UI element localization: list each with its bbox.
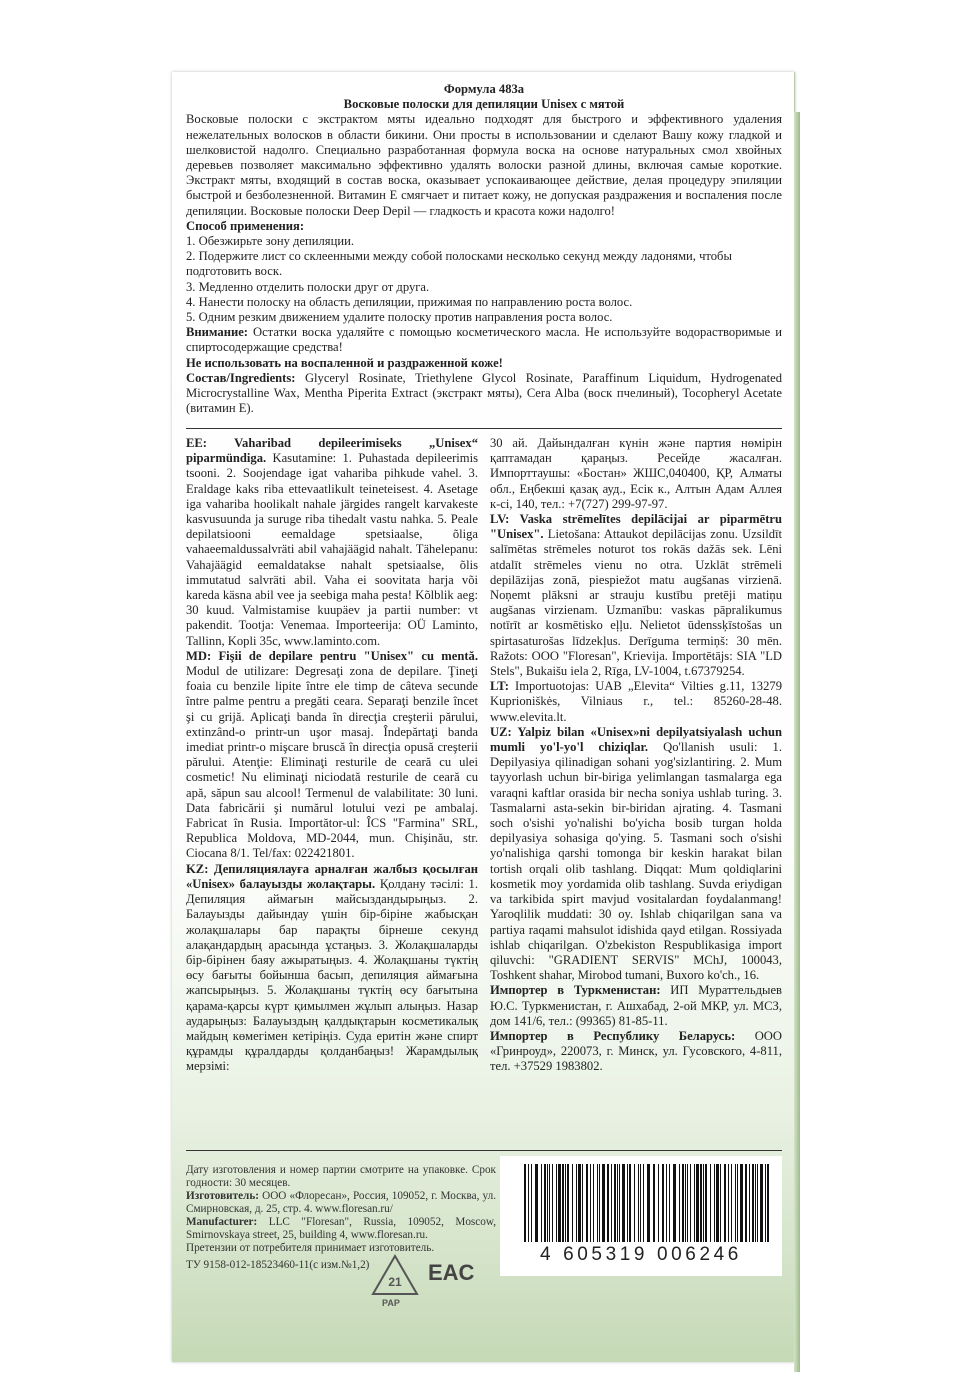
ingredients-text: Glyceryl Rosinate, Triethylene Glycol Rosinate, Paraffinum Liquidum, Hydrogenated Microcrystalline Wax, Mentha Piperita Extract (экстракт мяты), Cera Alba (воск пчелиный), Tocopheryl Acetate (витамин Е). <box>186 370 782 416</box>
barcode-bar <box>541 1164 542 1242</box>
barcode-bar <box>562 1164 564 1242</box>
maker-text: ООО «Флоресан», Россия, 109052, г. Москва, ул. Смирновская, д. 25, стр. 4. www.floresan.ru/ <box>186 1190 496 1215</box>
barcode-bar <box>528 1164 529 1242</box>
product-package-back <box>172 72 795 1362</box>
barcode-bar <box>685 1164 686 1242</box>
lt-block <box>490 679 782 725</box>
barcode-bar <box>544 1164 546 1242</box>
barcode-bar <box>714 1164 715 1242</box>
barcode-bar <box>666 1164 667 1242</box>
production-note: Дату изготовления и номер партии смотрите на упаковке. Срок годности: 30 месяцев. <box>186 1164 496 1189</box>
barcode-bar <box>643 1164 644 1242</box>
ingredients-paragraph <box>186 371 782 417</box>
barcode-bar <box>687 1164 688 1242</box>
recycle-code: 21 <box>388 1275 402 1289</box>
barcode-bar <box>586 1164 588 1242</box>
usage-step: 1. Обезжирьте зону депиляции. <box>186 234 354 249</box>
ee-text: Kasutamine: 1. Puhastada depileerimis tsooni. 2. Soojendage igat vahariba pihkude vahel. 3. Eraldage kaks riba ettevaatlikult teineteisest. 4. Asetage iga vahariba hoolikalt nahale järgides rangelt karvakeste kasvusuunda ja suruge riba tihedalt vastu nahka. 5. Peale depilatsiooni eemaldage spetsiaalse, õliga vahaeemaldussalvräti abil vahajäägid nahalt. Tähelepanu: Vahajäägid eemaldatakse nahalt spetsiaalse, õlis immutatud salvräti abil. Vaha ei soovitata harja või kareda käsna abil vee ja seebiga maha pesta! Kõlblik aeg: 30 kuud. Valmistamise kuupäev ja partii number: vt pakendit. Tootja: Venemaa. Importeerija: OÜ Laminto, Tallinn, Kopli 35c, www.laminto.com. <box>186 451 478 648</box>
barcode-bar <box>716 1164 719 1242</box>
usage-step: 3. Медленно отделить полоски друг от друга. <box>186 279 430 294</box>
barcode-bar <box>690 1164 691 1242</box>
uz-text: Qo'llanish usuli: 1. Depilyasiya qilinadigan sohani yog'sizlantiring. 2. Mum tayyorlash uchun bir-biriga yelimlangan tasmalarga ega varaqni kaftlar orasida bir necha soniya ushlab turing. 3. Tasmalarni asta-sekin bir-biridan ajrating. 4. Tasmani soch o'sishi yo'nalishi bo'yicha bosib turgan holda depilyasiya sohasiga qo'ying. 5. Tasmani soch o'sishi yo'nalishiga qarshi tomonga bir keskin harakat bilan tortish orqali olib tashlang. Diqqat: Mum qoldiqlarini kosmetik moy yordamida olib tashlang. Suvda eriydigan va tarkibida spirt mavjud vositalardan foydalanmang! Yaroqlilik muddati: 30 oy. Ishlab chiqarilgan sana va partiya raqami mahsulot idishida qayd etilgan. Rossiyada ishlab chiqarilgan. O'zbekiston Respublikasiga import qiluvchi: "GRADIENT SERVIS" MChJ, 100043, Toshkent shahar, Mirobod tumani, Buxoro ko'ch., 16. <box>490 740 782 983</box>
warning-paragraph <box>186 325 782 355</box>
barcode-bar <box>767 1164 769 1242</box>
lt-text: Importuotojas: UAB „Elevita“ Vilties g.11, 13279 Kuprioniškės, Vilniaus r., tel.: 85260-28-48. www.elevita.lt. <box>490 679 782 724</box>
barcode-bar <box>607 1164 609 1242</box>
barcode-bar <box>728 1164 729 1242</box>
footer-divider <box>186 1150 782 1151</box>
tu-code: ТУ 9158-012-18523460-11(с изм.№1,2) <box>186 1259 370 1271</box>
barcode-bar <box>627 1164 628 1242</box>
barcode-bar <box>740 1164 743 1242</box>
usage-step: 5. Одним резким движением удалите полоску против направления роста волос. <box>186 310 613 325</box>
barcode-bar <box>629 1164 631 1242</box>
md-block <box>186 649 478 862</box>
barcode-bar <box>710 1164 711 1242</box>
recycle-label: PAP <box>382 1298 400 1308</box>
barcode-bar <box>696 1164 699 1242</box>
barcode-bar <box>662 1164 664 1242</box>
barcode-bar <box>679 1164 680 1242</box>
recycle-icon <box>370 1254 420 1298</box>
by-block <box>490 1029 782 1075</box>
barcode-bar <box>731 1164 732 1242</box>
barcode-bar <box>602 1164 605 1242</box>
section-divider <box>186 428 782 429</box>
ee-block <box>186 436 478 649</box>
ee-label: EE: Vaharibad depileerimiseks „Unisex“ piparmündiga. <box>186 436 478 466</box>
usage-heading: Способ применения: <box>186 218 305 233</box>
kz-text: Қолдану тәсілі: 1. Депиляция аймағын майсыздандырыңыз. 2. Балауызды дайындау үшін бір-біріне жабысқан жолақшалары бар парақты бірнеше секунд алақандардың арасында ұстаңыз. 3. Жолақшаларды бір-бірінен баяу ажыратыңыз. 4. Жолақшаны түктің өсу бағыты бойынша басып, депиляция аймағына жапсырыңыз. 5. Жолақшаны түктің өсу бағытына қарама-қарсы күрт қимылмен жұлып алыңыз. Назар аударыңыз: Балауыздың қалдықтарын косметикалық майдың көмегімен кетіріңіз. Суда еритін және спирт құрамды құралдарды қолданбаңыз! Жарамдылық мерзімі: <box>186 876 478 1074</box>
barcode-bar <box>614 1164 616 1242</box>
barcode-bar <box>673 1164 676 1242</box>
uz-block <box>490 725 782 983</box>
barcode-bar <box>611 1164 612 1242</box>
usage-step: 4. Нанести полоску на область депиляции, прижимая по направлению роста волос. <box>186 294 633 309</box>
left-column <box>186 436 478 1075</box>
barcode-bar <box>590 1164 591 1242</box>
bold-warning: Не использовать на воспаленной и раздраженной коже! <box>186 355 503 370</box>
package-edge <box>794 112 800 1372</box>
barcode-bar <box>720 1164 721 1242</box>
barcode-bar <box>737 1164 738 1242</box>
barcode-bar <box>765 1164 766 1242</box>
barcode-bar <box>617 1164 618 1242</box>
maker-line <box>186 1190 496 1216</box>
right-column <box>490 436 782 1075</box>
by-text: ООО «Гринроуд», 220073, г. Минск, ул. Гусовского, 4-811, тел. +37529 1983802. <box>490 1028 782 1074</box>
barcode <box>500 1156 782 1276</box>
barcode-bar <box>558 1164 561 1242</box>
barcode-bar <box>524 1164 526 1242</box>
md-text: Modul de utilizare: Degresaţi zona de depilare. Ţineţi foaia cu benzile lipite între ele timp de câteva secunde între palme pentru a pregăti ceara. Separaţi benzile încet şi cu grijă. Aplicaţi banda în direcţia creşterii părului, extinzând-o printr-un uşor masaj. Îndepărtaţi banda imediat printr-o mişcare bruscă în direcţia opusă creşterii părului. Atenţie: Eliminaţi resturile de ceară cu ulei cosmetic! Nu eliminaţi niciodată resturile de ceară cu apă, săpun sau alcool! Termenul de valabilitate: 30 luni. Data fabricării şi numărul lotului vezi pe ambalaj. Fabricat în Rusia. Importător-ul: ÎCS "Farmina" SRL, Republica Moldova, MD-2044, mun. Chişinău, str. Ciocana 8/1. Tel/fax: 022421801. <box>186 664 478 861</box>
barcode-number: 4 605319 006246 <box>540 1244 742 1265</box>
barcode-bar <box>556 1164 557 1242</box>
barcode-bar <box>752 1164 754 1242</box>
barcode-bar <box>757 1164 758 1242</box>
barcode-bar <box>760 1164 763 1242</box>
tm-block <box>490 983 782 1029</box>
barcode-bar <box>755 1164 756 1242</box>
formula-title: Формула 483а <box>443 82 525 96</box>
barcode-bar <box>669 1164 670 1242</box>
barcode-bar <box>578 1164 581 1242</box>
ingredients-label: Состав/Ingredients: <box>186 370 296 385</box>
barcode-bar <box>593 1164 594 1242</box>
uz-label: UZ: Yalpiz bilan «Unisex»ni depilyatsiyalash uchun mumli yo'l-yo'l chiziqlar. <box>490 724 782 755</box>
barcode-bar <box>735 1164 736 1242</box>
barcode-bar <box>694 1164 695 1242</box>
manufacturer-label: Manufacturer: <box>186 1216 258 1228</box>
tm-label: Импортер в Туркменистан: <box>490 983 661 998</box>
barcode-bar <box>599 1164 600 1242</box>
barcode-bar <box>535 1164 538 1242</box>
barcode-bar <box>745 1164 747 1242</box>
warning-text: Остатки воска удаляйте с помощью косметического масла. Не используйте водорастворимые и спиртосодержащие средства! <box>186 325 782 355</box>
certification-marks <box>370 1254 490 1308</box>
lt-label: LT: <box>490 679 509 694</box>
kz-continued: 30 ай. Дайындалған күнін және партия нөмірін қаптамадан қараңыз. Ресейде жасалған. Импорттаушы: «Бостан» ЖШС,040400, ҚР, Алматы обл., Еңбекші қазақ ауд., Есік к., Алтын Адам Аллея к-сі, 140, тел.: +7(727) 299-97-97. <box>490 436 782 511</box>
lv-block <box>490 512 782 679</box>
barcode-bar <box>567 1164 569 1242</box>
barcode-bar <box>705 1164 707 1242</box>
barcode-bar <box>749 1164 750 1242</box>
barcode-bar <box>622 1164 625 1242</box>
barcode-bar <box>658 1164 659 1242</box>
barcode-bar <box>597 1164 598 1242</box>
product-description: Восковые полоски с экстрактом мяты идеально подходят для быстрого и эффективного удаления нежелательных волосков в области бикини. Они просты в использовании и сделают Вашу кожу гладкой и шелковистой надолго. Специально разработанная формула воска на основе натуральных смол хвойных деревьев позволяет максимально эффективно удалять волоски разной длины, включая самые короткие. Экстракт мяты, входящий в состав воска, оказывает успокаивающее действие, делая процедуру эпиляции быстрой и безболезненной. Витамин Е смягчает и питает кожу, не допуская раздражения и воспаления после депиляции. Восковые полоски Deep Depil — гладкость и красота кожи надолго! <box>186 112 782 218</box>
barcode-bar <box>640 1164 641 1242</box>
barcode-bar <box>619 1164 620 1242</box>
kz-block <box>186 862 478 1075</box>
barcode-bar <box>647 1164 650 1242</box>
barcode-bar <box>703 1164 704 1242</box>
barcode-bar <box>572 1164 573 1242</box>
barcode-bar <box>682 1164 684 1242</box>
barcode-bar <box>700 1164 702 1242</box>
tm-text: ИП Мураттельдыев Ю.С. Туркменистан, г. Ашхабад, 2-ой МКР, ул. МСЗ, дом 141/6, тел.: (99365) 81-85-11. <box>490 983 782 1028</box>
barcode-bar <box>582 1164 583 1242</box>
usage-step: 2. Подержите лист со склеенными между собой полосками несколько секунд между ладонями, чтобы подготовить воск. <box>186 249 732 279</box>
barcode-bar <box>638 1164 639 1242</box>
barcode-bar <box>565 1164 566 1242</box>
maker-label: Изготовитель: <box>186 1190 259 1202</box>
barcode-bar <box>634 1164 635 1242</box>
russian-section <box>186 82 782 416</box>
barcode-bars <box>522 1164 772 1242</box>
kz-label: KZ: Депиляциялауға арналған жалбыз қосылған «Unisex» балауызды жолақтары. <box>186 861 478 891</box>
manufacturer-text: LLC "Floresan", Russia, 109052, Moscow, Smirnovskaya street, 25, building 4, www.floresan.ru. <box>186 1216 496 1241</box>
barcode-bar <box>576 1164 577 1242</box>
md-label: MD: Fişii de depilare pentru "Unisex" cu mentă. <box>186 648 478 663</box>
manufacturer-line <box>186 1216 496 1242</box>
barcode-bar <box>531 1164 532 1242</box>
barcode-bar <box>653 1164 655 1242</box>
claims-note: Претензии от потребителя принимает изготовитель. <box>186 1242 435 1254</box>
barcode-bar <box>724 1164 726 1242</box>
by-label: Импортер в Республику Беларусь: <box>490 1028 736 1043</box>
eac-mark: EAC <box>428 1260 475 1285</box>
barcode-bar <box>547 1164 548 1242</box>
lv-label: LV: Vaska strēmelītes depilācijai ar piparmētru "Unisex". <box>490 512 782 542</box>
warning-label: Внимание: <box>186 325 248 340</box>
lv-text: Lietošana: Attaukot depilācijas zonu. Uzsildīt salīmētas strēmeles noturot tos rokās dažās sek. Lēni atdalīt strēmeles vienu no otra. Uzklāt strēmeli depilāzijas zonā, piespiežot matu augšanas virzienā. Noņemt plāksni ar strauju kustību pretēji matiņu augšanas virzienam. Uzmanību: vaskas pāpralikumus notīrīt ar kosmētisko eļļu. Nelietot ūdenssķīstošas un spirtasaturošas līdzekļus. Derīguma termiņš: 30 mēn. Ražots: OOO "Floresan", Krievija. Importētājs: SIA "LD Stels", Bukaišu iela 2, Rīga, LV-1004, t.67379254. <box>490 527 782 679</box>
barcode-bar <box>549 1164 550 1242</box>
barcode-bar <box>552 1164 553 1242</box>
product-subtitle: Восковые полоски для депиляции Unisex с мятой <box>343 97 625 112</box>
